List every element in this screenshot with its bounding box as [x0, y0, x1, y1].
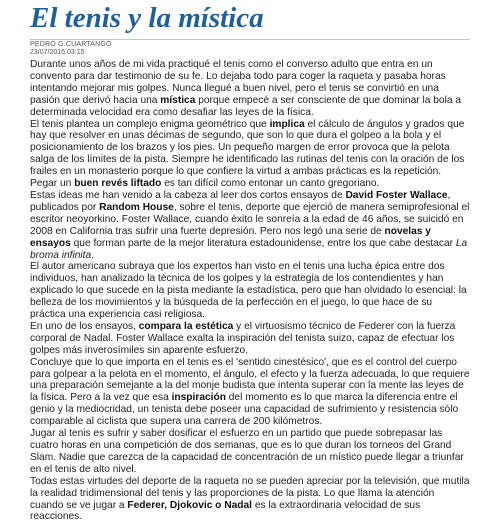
- bold-text: implica: [269, 118, 305, 130]
- paragraph-text: del momento es lo que marca la diferencia entre el genio y la mediocridad, un tenista debe poseer una capacidad de sufrimiento y resistencia sólo comparable al ciclista que supera una carrera de 200 kilómetros.: [30, 392, 459, 428]
- bold-text: buen revés liftado: [74, 178, 162, 190]
- paragraph-text: es tan difícil como entonar un canto gregoriano.: [161, 178, 380, 190]
- paragraph-text: Durante unos años de mi vida practiqué el tenis como el converso adulto que entra en un convento para dar testimonio de su fe. Lo dejaba todo para coger la raqueta y pasaba horas intentando mejorar mis golpes. Nunca llegué a buen nivel, pero el tenis se convirtió en una pasión que derivó hacia una: [30, 59, 446, 106]
- article-paragraph: [30, 428, 470, 476]
- article-paragraph: [30, 59, 470, 119]
- paragraph-text: .: [91, 249, 94, 261]
- paragraph-text: es la extraordinaria velocidad de sus reacciones.: [30, 499, 421, 523]
- paragraph-text: Concluye que lo que importa en el tenis es el 'sentido cinestésico', que es el control del cuerpo para golpear a la pelota en el momento, el ángulo, el efecto y la fuerza adecuada, lo que requiere una preparación semejante a la del monje budista que intenta superar con la mente las leyes de la física. Pero a la vez que esa: [30, 356, 470, 404]
- paragraph-text: porque empecé a ser consciente de que dominar la bola a determinada velocidad era como desafiar las leyes de la física.: [30, 94, 462, 118]
- paragraph-text: , sobre el tenis, deporte que ejerció de manera semiprofesional el escritor neoyorkino. Foster Wallace, cuando éxito le sonreía a la edad de 46 años, se suicidó en 2008 en California tras sufrir una fuerte depresión. Pero nos legó una serie de: [30, 201, 470, 237]
- bold-text: Random House: [99, 201, 174, 213]
- article-title: El tenis y la mística: [30, 2, 264, 34]
- bold-text: novelas y ensayos: [30, 225, 431, 249]
- article-paragraph: [30, 476, 470, 523]
- article-paragraph: [30, 321, 470, 357]
- meta-divider: [30, 39, 470, 40]
- paragraph-text: El tenis plantea un complejo enigma geométrico que: [30, 118, 270, 130]
- paragraph-text: y el virtuosismo técnico de Federer con la fuerza corporal de Nadal. Foster Wallace exalta la inspiración del tenista suizo, capaz de efectuar los golpes más inverosímiles sin aparente esfuerzo.: [30, 320, 456, 356]
- bold-text: Federer, Djokovic o Nadal: [127, 499, 252, 511]
- paragraph-text: Todas estas virtudes del deporte de la raqueta no se pueden apreciar por la televisión, que mutila la realidad tridimensional del tenis y las proporciones de la pista. Lo que llama la atención cuando se ve jugar a: [30, 475, 470, 511]
- article-author: PEDRO G.CUARTANGO: [30, 41, 112, 48]
- article-date: 23/07/2016 03:15: [30, 49, 85, 56]
- bold-text: compara la estética: [138, 320, 234, 332]
- bold-text: inspiración: [171, 392, 226, 404]
- paragraph-text: , publicados por: [30, 189, 451, 213]
- paragraph-text: En uno de los ensayos,: [30, 320, 139, 332]
- article-paragraph: [30, 357, 470, 428]
- article-body: [30, 59, 470, 523]
- bold-text: mística: [160, 94, 196, 106]
- article-paragraph: [30, 261, 470, 321]
- bold-text: David Foster Wallace: [345, 189, 448, 201]
- paragraph-text: que forman parte de la mejor literatura estadounidense, entre los que cabe destacar: [70, 237, 456, 249]
- article-paragraph: [30, 119, 470, 190]
- article-paragraph: [30, 190, 470, 261]
- paragraph-text: el cálculo de ángulos y grados que hay que resolver en unas décimas de segundo, que son lo que dura el golpeo a la bola y el posicionamiento de los brazos y los pies. Un pequeño margen de error provoca que la pelota salga de los límites de la pista. Siempre he identificado las rutinas del tenis con la oración de los frailes en un monasterio porque lo que confiere la virtud a ambas prácticas es la repetición. Pegar un: [30, 118, 465, 190]
- paragraph-text: Estas ideas me han venido a la cabeza al leer dos cortos ensayos de: [30, 189, 346, 201]
- paragraph-text: El autor americano subraya que los expertos han visto en el tenis una lucha épica entre dos individuos, han analizado la técnica de los golpes y la estrategia de los contendientes y han explicado lo que sucede en la pista mediante la estadística, pero que han olvidado lo esencial: la belleza de los movimientos y la búsqueda de la perfección en el juego, lo que hace de su práctica una experiencia casi religiosa.: [30, 261, 467, 321]
- italic-text: La broma infinita: [30, 237, 468, 261]
- paragraph-text: Jugar al tenis es sufrir y saber dosificar el esfuerzo en un partido que puede sobrepasar las cuatro horas en una competición de dos semanas, que es lo que duran los torneos del Grand Slam. Nadie que carezca de la capacidad de concentración de un místico puede llegar a triunfar en el tenis de alto nivel.: [30, 428, 464, 475]
